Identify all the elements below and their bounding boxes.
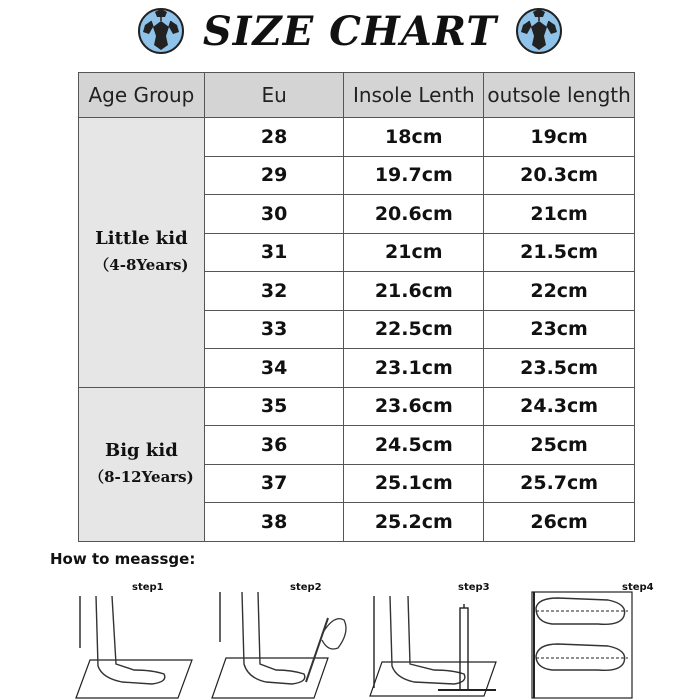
age-group-cell: [79, 118, 205, 388]
outsole-cell: 21.5cm: [484, 233, 635, 272]
column-header: Eu: [204, 73, 344, 118]
age-group-cell: [79, 387, 205, 541]
insole-cell: 20.6cm: [344, 195, 484, 234]
eu-size-cell: 31: [204, 233, 344, 272]
insole-cell: 22.5cm: [344, 310, 484, 349]
insole-cell: 21.6cm: [344, 272, 484, 311]
outsole-cell: 23.5cm: [484, 349, 635, 388]
outsole-cell: 25cm: [484, 426, 635, 465]
insole-cell: 25.2cm: [344, 503, 484, 542]
step-1-illustration: [72, 578, 222, 700]
age-group-range: （8-12Years): [89, 468, 194, 486]
outsole-cell: 22cm: [484, 272, 635, 311]
eu-size-cell: 30: [204, 195, 344, 234]
soccer-ball-icon: [515, 7, 563, 55]
eu-size-cell: 32: [204, 272, 344, 311]
insole-cell: 24.5cm: [344, 426, 484, 465]
header-row: [79, 73, 635, 118]
step-label: step3: [458, 582, 490, 593]
eu-size-cell: 38: [204, 503, 344, 542]
outsole-cell: 23cm: [484, 310, 635, 349]
step-label: step2: [290, 582, 322, 593]
insole-cell: 23.1cm: [344, 349, 484, 388]
size-chart-table: [78, 72, 635, 542]
outsole-cell: 21cm: [484, 195, 635, 234]
step-4-illustration: [528, 578, 678, 700]
insole-cell: 25.1cm: [344, 464, 484, 503]
insole-cell: 19.7cm: [344, 156, 484, 195]
step-2-illustration: [210, 578, 360, 700]
insole-cell: 21cm: [344, 233, 484, 272]
foot-against-wall-icon: [368, 578, 518, 700]
insole-cell: 23.6cm: [344, 387, 484, 426]
foot-tracing-icon: [210, 578, 360, 700]
eu-size-cell: 37: [204, 464, 344, 503]
step-label: step4: [622, 582, 654, 593]
column-header: Age Group: [79, 73, 205, 118]
chart-title: SIZE CHART: [202, 7, 498, 55]
column-header: outsole length: [484, 73, 635, 118]
outsole-cell: 25.7cm: [484, 464, 635, 503]
eu-size-cell: 28: [204, 118, 344, 157]
step-label: step1: [132, 582, 164, 593]
column-header: Insole Lenth: [344, 73, 484, 118]
measure-steps: [0, 578, 700, 700]
eu-size-cell: 33: [204, 310, 344, 349]
eu-size-cell: 36: [204, 426, 344, 465]
foot-outline-measure-icon: [528, 578, 678, 700]
age-group-range: （4-8Years): [94, 256, 189, 275]
eu-size-cell: 29: [204, 156, 344, 195]
age-group-name: Big kid: [105, 440, 178, 461]
age-group-name: Little kid: [95, 228, 188, 250]
insole-cell: 18cm: [344, 118, 484, 157]
outsole-cell: 19cm: [484, 118, 635, 157]
eu-size-cell: 35: [204, 387, 344, 426]
foot-on-paper-icon: [72, 578, 222, 700]
outsole-cell: 26cm: [484, 503, 635, 542]
outsole-cell: 20.3cm: [484, 156, 635, 195]
soccer-ball-icon: [137, 7, 185, 55]
eu-size-cell: 34: [204, 349, 344, 388]
howto-heading: How to meassge:: [50, 550, 196, 568]
step-3-illustration: [368, 578, 518, 700]
outsole-cell: 24.3cm: [484, 387, 635, 426]
table-row: [79, 118, 635, 157]
table-row: [79, 387, 635, 426]
title-row: [0, 0, 700, 62]
